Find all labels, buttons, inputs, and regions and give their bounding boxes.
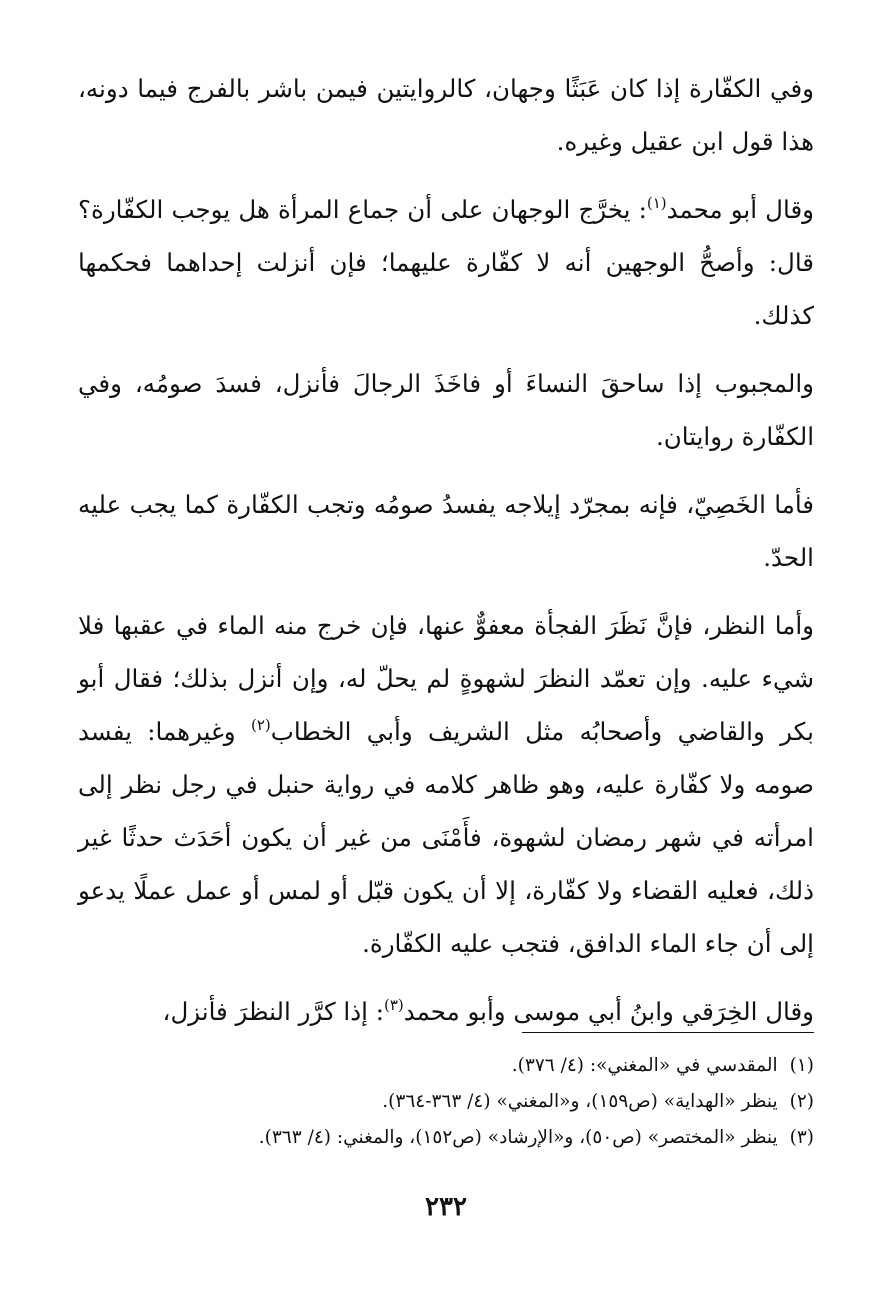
paragraph-4 [78, 478, 814, 584]
paragraph-text: وقال أبو محمد [666, 195, 814, 224]
footnote-1 [78, 1048, 814, 1084]
footnote-3 [78, 1120, 814, 1156]
paragraph-text: وغيرهما: يفسد صومه ولا كفّارة عليه، وهو ظاهر كلامه في رواية حنبل في رجل نظر إلى امرأته في شهر رمضان لشهوة، فأَمْنَى من غير أن يكون أحَدَث حدثًا غير ذلك، فعليه القضاء ولا كفّارة، إلا أن يكون قبّل أو لمس أو عمل عملًا يدعو إلى أن جاء الماء الدافق، فتجب عليه الكفّارة. [78, 717, 814, 958]
paragraph-text: : إذا كرَّر النظرَ فأنزل، [162, 997, 384, 1026]
page-number: ٢٣٢ [425, 1192, 467, 1222]
paragraph-text: وفي الكفّارة إذا كان عَبَثًا وجهان، كالروايتين فيمن باشر بالفرج فيما دونه، هذا قول ابن عقيل وغيره. [78, 74, 814, 156]
paragraph-text: وقال الخِرَقي وابنُ أبي موسى وأبو محمد [403, 997, 814, 1026]
footnote-reference-1: (١) [646, 194, 667, 212]
paragraph-text: والمجبوب إذا ساحقَ النساءَ أو فاخَذَ الرجالَ فأنزل، فسدَ صومُه، وفي الكفّارة روايتان. [78, 369, 814, 451]
footnotes [78, 1048, 814, 1156]
footnote-reference-3: (٣) [383, 996, 404, 1014]
paragraph-text: فأما الخَصِيّ، فإنه بمجرّد إيلاجه يفسدُ صومُه وتجب الكفّارة كما يجب عليه الحدّ. [78, 490, 814, 572]
paragraph-1 [78, 62, 814, 168]
page-body [78, 62, 814, 1053]
paragraph-2 [78, 183, 814, 342]
paragraph-5 [78, 599, 814, 970]
footnote-text: ينظر «المختصر» (ص٥٠)، و«الإرشاد» (ص١٥٢)، والمغني: (٤/ ٣٦٣). [258, 1127, 778, 1148]
footnote-text: ينظر «الهداية» (ص١٥٩)، و«المغني» (٤/ ٣٦٣-٣٦٤). [382, 1091, 778, 1112]
footnote-2 [78, 1084, 814, 1120]
footnote-reference-2: (٢) [250, 716, 271, 734]
footnote-separator [522, 1032, 814, 1033]
paragraph-text: وأما النظر، فإنَّ نَظَرَ الفجأة معفوٌّ عنها، فإن خرج منه الماء في عقبها فلا شيء عليه. وإن تعمّد النظرَ لشهوةٍ لم يحلّ له، وإن أنزل بذلك؛ فقال أبو بكر والقاضي وأصحابُه مثل الشريف وأبي الخطاب [78, 611, 814, 746]
footnote-number: (٢) [789, 1091, 814, 1112]
footnote-text: المقدسي في «المغني»: (٤/ ٣٧٦). [511, 1055, 778, 1076]
footnote-number: (٣) [789, 1127, 814, 1148]
footnote-number: (١) [789, 1055, 814, 1076]
paragraph-3 [78, 357, 814, 463]
paragraph-6 [78, 985, 814, 1038]
paragraph-text: : يخرَّج الوجهان على أن جماع المرأة هل يوجب الكفّارة؟ قال: وأصحُّ الوجهين أنه لا كفّارة عليهما؛ فإن أنزلت إحداهما فحكمها كذلك. [78, 195, 814, 330]
